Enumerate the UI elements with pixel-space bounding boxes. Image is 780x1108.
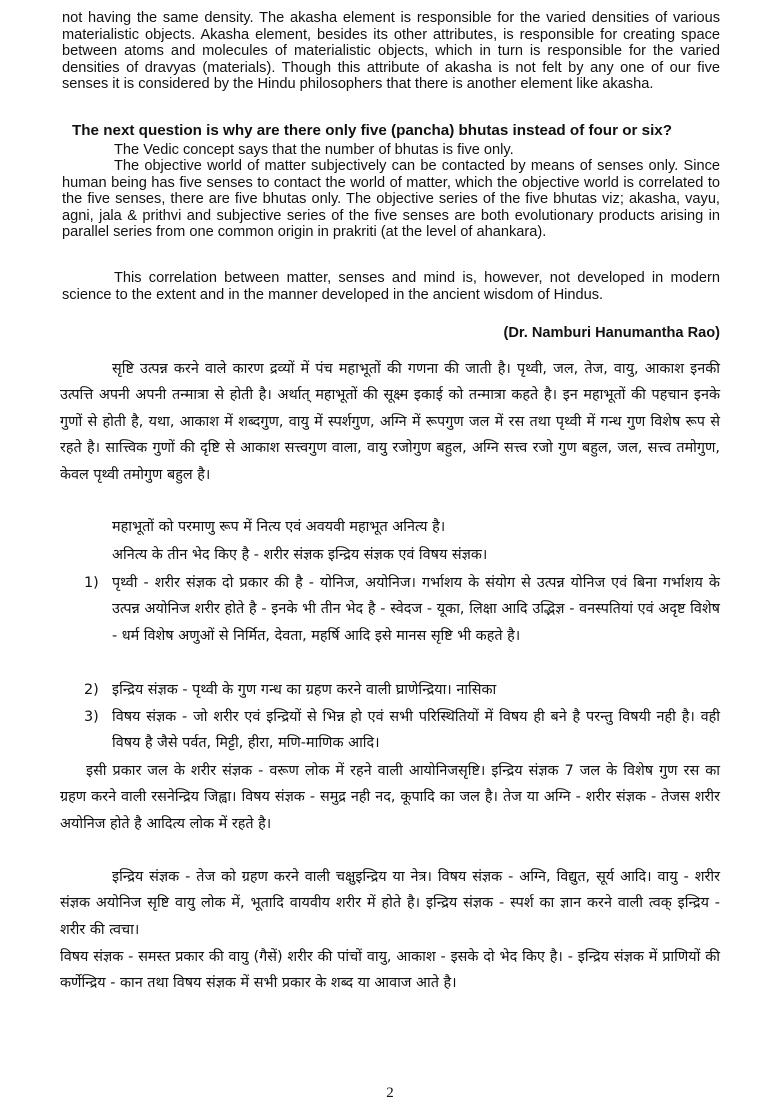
hindi-paragraph-3: अनित्य के तीन भेद किए है - शरीर संज्ञक इन्द्रिय संज्ञक एवं विषय संज्ञक।	[112, 547, 488, 563]
english-paragraph-3: The objective world of matter subjectively can be contacted by means of senses only. Since human being has five senses to contact the world of matter, which the objective world is correlated to the five senses, there are five bhutas only. The objective series of the five bhutas viz; akasha, vayu, agni, jala & prithvi and subjective series of the five senses are both evolutionary products arising in parallel series from one common origin in prakriti (at the level of ahankara).	[62, 158, 720, 240]
hindi-paragraph-6: विषय संज्ञक - समस्त प्रकार की वायु (गैसें) शरीर की पांचों वायु, आकाश - इसके दो भेद किए है। - इन्द्रिय संज्ञक में प्राणियों की कर्णेन्द्रिय - कान तथा विषय संज्ञक में सभी प्रकार के शब्द या आवाज आते है।	[60, 949, 720, 992]
list-number: 1)	[84, 575, 99, 591]
hindi-paragraph-1: सृष्टि उत्पन्न करने वाले कारण द्रव्यों में पंच महाभूतों की गणना की जाती है। पृथ्वी, जल, तेज, वायु, आकाश इनकी उत्पत्ति अपनी अपनी तन्मात्रा से होती है। अर्थात् महाभूतों की सूक्ष्म इकाई को तन्मात्रा कहते है। इन महाभूतों की पहचान इनके गुणों से होती है, यथा, आकाश में शब्दगुण, वायु में स्पर्शगुण, अग्नि में रूपगुण जल में रस तथा पृथ्वी में गन्ध गुण विशेष रूप से रहते है। सात्त्विक गुणों की दृष्टि से आकाश सत्त्वगुण वाला, वायु रजोगुण बहुल, अग्नि सत्त्व रजो गुण बहुल, जल, सत्त्व तमोगुण, केवल पृथ्वी तमोगुण बहुल है।	[60, 361, 720, 483]
list-number: 3)	[84, 709, 99, 725]
list-text: विषय संज्ञक - जो शरीर एवं इन्द्रियों से भिन्न हो एवं सभी परिस्थितियों में विषय ही बने है परन्तु विषयी नही है। वही विषय है जैसे पर्वत, मिट्टी, हीरा, मणि-माणिक आदि।	[112, 709, 720, 752]
author-attribution: (Dr. Namburi Hanumantha Rao)	[503, 325, 720, 341]
hindi-paragraph-2: महाभूतों को परमाणु रूप में नित्य एवं अवयवी महाभूत अनित्य है।	[112, 519, 446, 535]
list-text: पृथ्वी - शरीर संज्ञक दो प्रकार की है - योनिज, अयोनिज। गर्भाशय के संयोग से उत्पन्न योनिज एवं बिना गर्भाशय के उत्पन्न अयोनिज शरीर होते है - इनके भी तीन भेद है - स्वेदज - यूका, लिक्षा आदि उद्भिज्ञ - वनस्पतियां एवं अदृष्ट विशेष - धर्म विशेष अणुओं से निर्मित, देवता, महर्षि आदि इसे मानस सृष्टि भी कहते है।	[112, 575, 720, 644]
english-paragraph-1: not having the same density. The akasha element is responsible for the varied densities of various materialistic objects. Akasha element, besides its other attributes, is responsible for creating space between atoms and molecules of materialistic objects, which in turn is responsible for the varied densities of dravyas (materials). Though this attribute of akasha is not felt by any one of our five senses it is considered by the Hindu philosophers that there is another element like akasha.	[62, 10, 720, 92]
page-number: 2	[386, 1085, 394, 1101]
english-paragraph-4: This correlation between matter, senses and mind is, however, not developed in modern science to the extent and in the manner developed in the ancient wisdom of Hindus.	[62, 270, 720, 303]
list-item-3	[84, 704, 720, 757]
english-paragraph-2: The Vedic concept says that the number of bhutas is five only.	[114, 142, 514, 158]
question-heading: The next question is why are there only five (pancha) bhutas instead of four or six?	[72, 122, 673, 139]
list-number: 2)	[84, 682, 99, 698]
list-text: इन्द्रिय संज्ञक - पृथ्वी के गुण गन्ध का ग्रहण करने वाली घ्राणेन्द्रिया। नासिका	[112, 682, 497, 698]
hindi-paragraph-4: इसी प्रकार जल के शरीर संज्ञक - वरूण लोक में रहने वाली आयोनिजसृष्टि। इन्द्रिय संज्ञक 7 जल के विशेष गुण रस का ग्रहण करने वाली रसनेन्द्रिय जिह्वा। विषय संज्ञक - समुद्र नही नद, कूपादि का जल है। तेज या अग्नि - शरीर संज्ञक - तेजस शरीर अयोनिज होते है आदित्य लोक में रहते है।	[60, 763, 720, 832]
list-item-2	[84, 677, 720, 703]
hindi-paragraph-5: इन्द्रिय संज्ञक - तेज को ग्रहण करने वाली चक्षुइन्द्रिय या नेत्र। विषय संज्ञक - अग्नि, विद्युत, सूर्य आदि। वायु - शरीर संज्ञक अयोनिज सृष्टि वायु लोक में, भूतादि वायवीय शरीर में होते है। इन्द्रिय संज्ञक - स्पर्श का ज्ञान करने वाली त्वक् इन्द्रिय - शरीर की त्वचा।	[60, 869, 720, 938]
list-item-1	[84, 570, 720, 649]
